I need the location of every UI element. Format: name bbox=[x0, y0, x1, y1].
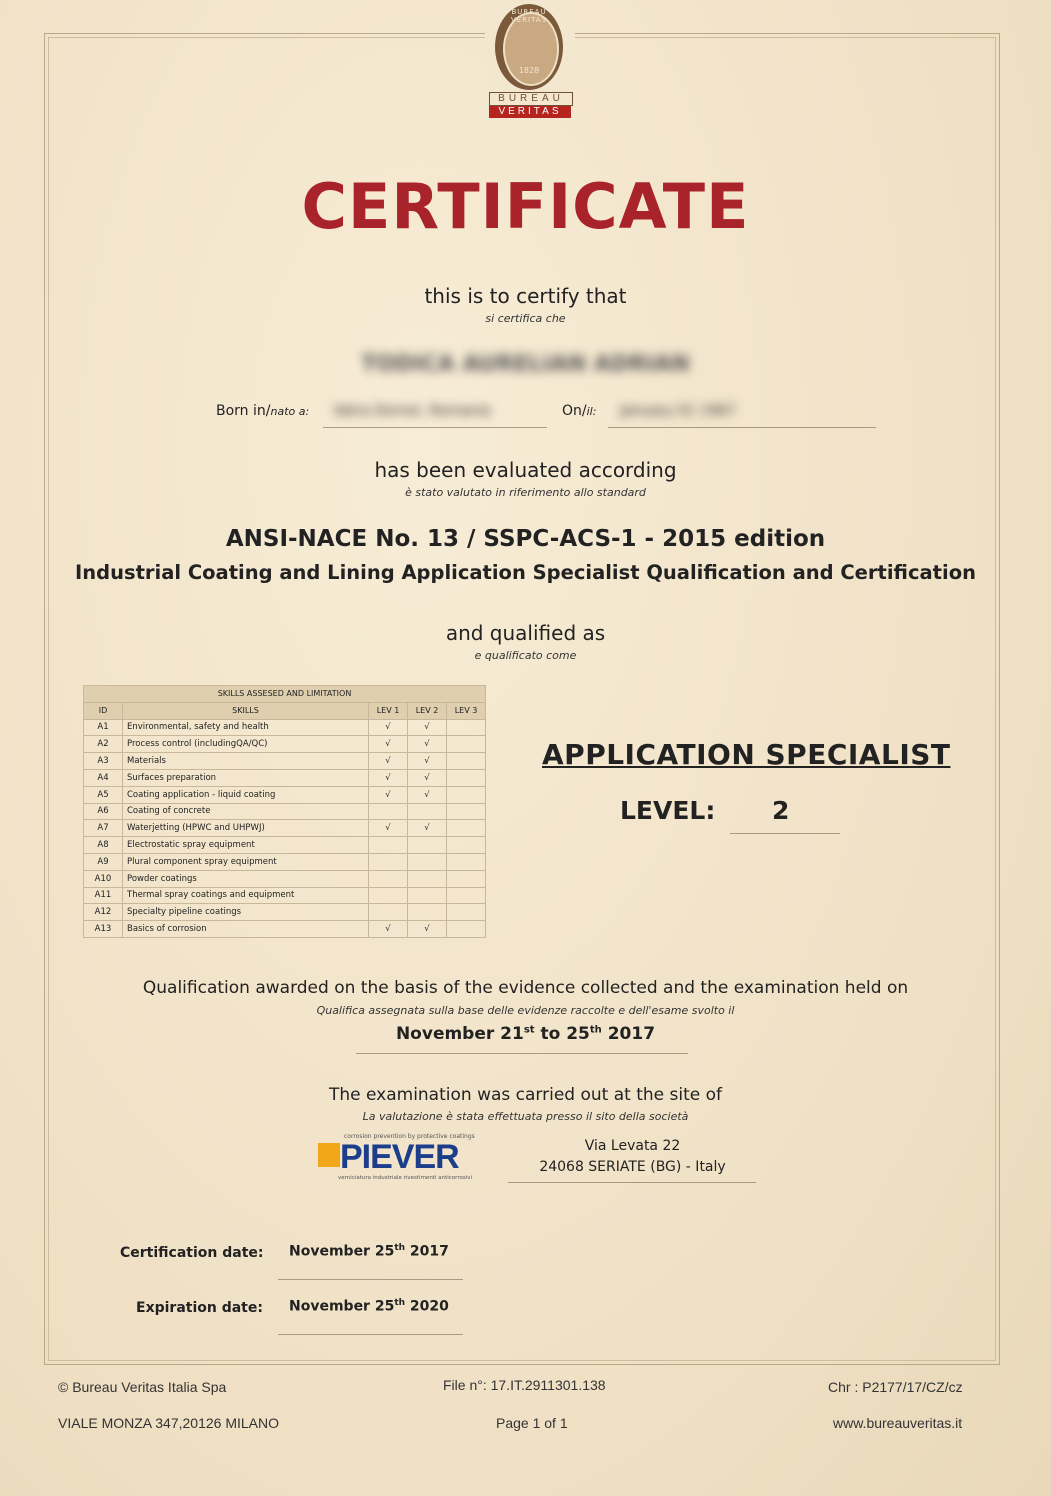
footer-page: Page 1 of 1 bbox=[496, 1415, 568, 1431]
logo-word-bureau: BUREAU bbox=[489, 92, 573, 106]
footer-chr: Chr : P2177/17/CZ/cz bbox=[828, 1379, 963, 1395]
on-value: January 01 1967 bbox=[620, 403, 736, 419]
skills-header-row bbox=[84, 702, 486, 719]
born-value: Vatra Dornei, Romania bbox=[333, 403, 491, 419]
logo-word-veritas: VERITAS bbox=[489, 106, 571, 118]
table-row: A8 Electrostatic spray equipment bbox=[84, 837, 486, 854]
footer-file: File n°: 17.IT.2911301.138 bbox=[443, 1377, 606, 1393]
table-row: A3 Materials √ √ bbox=[84, 753, 486, 770]
standard-title: ANSI-NACE No. 13 / SSPC-ACS-1 - 2015 edition bbox=[225, 526, 826, 552]
table-row: A10 Powder coatings bbox=[84, 870, 486, 887]
table-row: A2 Process control (includingQA/QC) √ √ bbox=[84, 736, 486, 753]
col-skills: SKILLS bbox=[123, 702, 369, 719]
evaluated-text: has been evaluated according bbox=[374, 458, 677, 482]
qualified-text-it: e qualificato come bbox=[474, 649, 577, 662]
seal-icon: BUREAU VERITAS 1828 bbox=[495, 4, 563, 90]
award-text: Qualification awarded on the basis of the evidence collected and the examination held on bbox=[142, 978, 909, 998]
footer-address: VIALE MONZA 347,20126 MILANO bbox=[58, 1415, 279, 1431]
exam-site-text-it: La valutazione è stata effettuata presso il sito della società bbox=[362, 1110, 689, 1123]
col-lev1: LEV 1 bbox=[369, 702, 408, 719]
certificate-title: CERTIFICATE bbox=[301, 170, 750, 243]
bureau-veritas-logo bbox=[485, 0, 575, 122]
exam-site-text: The examination was carried out at the site of bbox=[328, 1085, 723, 1105]
certify-text: this is to certify that bbox=[424, 284, 627, 308]
born-underline bbox=[323, 427, 547, 428]
col-id: ID bbox=[84, 702, 123, 719]
table-row: A5 Coating application - liquid coating √ √ bbox=[84, 786, 486, 803]
on-label: On/il: bbox=[562, 403, 597, 419]
skills-table bbox=[83, 685, 486, 938]
exp-date-value: November 25th 2020 bbox=[289, 1298, 449, 1315]
exam-date: November 21st to 25th 2017 bbox=[395, 1024, 656, 1044]
born-label: Born in/nato a: bbox=[216, 403, 310, 419]
table-row: A9 Plural component spray equipment bbox=[84, 853, 486, 870]
table-row: A13 Basics of corrosion √ √ bbox=[84, 921, 486, 938]
level-underline bbox=[730, 833, 840, 834]
on-underline bbox=[608, 427, 876, 428]
holder-name: TODICA AURELIAN ADRIAN bbox=[361, 352, 690, 377]
award-text-it: Qualifica assegnata sulla base delle evidenze raccolte e dell'esame svolto il bbox=[316, 1004, 735, 1017]
col-lev3: LEV 3 bbox=[447, 702, 486, 719]
col-lev2: LEV 2 bbox=[408, 702, 447, 719]
piever-square-icon bbox=[318, 1143, 340, 1167]
skills-caption: SKILLS ASSESED AND LIMITATION bbox=[84, 686, 486, 703]
role-title: APPLICATION SPECIALIST bbox=[542, 738, 951, 771]
exp-date-underline bbox=[278, 1334, 463, 1335]
piever-logo: corrosion prevention by protective coatings PIEVER verniciatura industriale rivestimenti anticorrosivi bbox=[318, 1133, 478, 1185]
cert-date-underline bbox=[278, 1279, 463, 1280]
table-row: A6 Coating of concrete bbox=[84, 803, 486, 820]
qualified-text: and qualified as bbox=[445, 621, 606, 645]
table-row: A11 Thermal spray coatings and equipment bbox=[84, 887, 486, 904]
footer-company: © Bureau Veritas Italia Spa bbox=[58, 1379, 227, 1395]
address-underline bbox=[508, 1182, 756, 1183]
certify-text-it: si certifica che bbox=[485, 312, 566, 325]
cert-date-label: Certification date: bbox=[120, 1245, 264, 1261]
exp-date-label: Expiration date: bbox=[136, 1300, 263, 1316]
address-line1: Via Levata 22 bbox=[584, 1138, 681, 1154]
table-row: A1 Environmental, safety and health √ √ bbox=[84, 719, 486, 736]
table-row: A12 Specialty pipeline coatings bbox=[84, 904, 486, 921]
level-value: 2 bbox=[772, 796, 790, 825]
footer-web: www.bureauveritas.it bbox=[833, 1415, 963, 1431]
address-line2: 24068 SERIATE (BG) - Italy bbox=[539, 1159, 726, 1175]
standard-subtitle: Industrial Coating and Lining Application Specialist Qualification and Certification bbox=[75, 561, 976, 584]
level-label: LEVEL: bbox=[620, 796, 716, 825]
cert-date-value: November 25th 2017 bbox=[289, 1243, 449, 1260]
exam-date-underline bbox=[356, 1053, 688, 1054]
table-row: A7 Waterjetting (HPWC and UHPWJ) √ √ bbox=[84, 820, 486, 837]
table-row: A4 Surfaces preparation √ √ bbox=[84, 769, 486, 786]
evaluated-text-it: è stato valutato in riferimento allo standard bbox=[405, 486, 646, 499]
